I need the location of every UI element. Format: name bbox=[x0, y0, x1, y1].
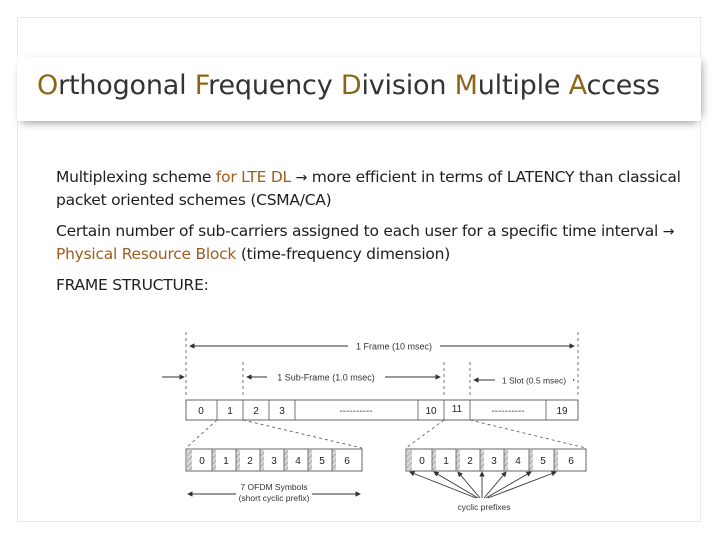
paragraph-subcarriers bbox=[56, 220, 696, 265]
frame-slot-ellipsis: ---------- bbox=[339, 406, 373, 417]
title-word-rest: rthogonal bbox=[58, 70, 195, 101]
symbol-label: 5 bbox=[540, 456, 546, 467]
symbol-label: 1 bbox=[223, 456, 229, 467]
frame-slot: 10 bbox=[425, 406, 437, 417]
frame-slot-ellipsis: ---------- bbox=[491, 406, 525, 417]
title-word-rest: ivision bbox=[361, 70, 455, 101]
frame-structure-svg bbox=[150, 328, 590, 518]
frame-structure-diagram bbox=[150, 328, 590, 518]
title-bar bbox=[17, 57, 701, 121]
ofdm-cyclic-prefix-label: (short cyclic prefix) bbox=[238, 493, 310, 503]
frame-slot: 11 bbox=[451, 404, 463, 415]
paragraph-multiplexing bbox=[56, 166, 696, 211]
paragraph-text: Certain number of sub-carriers assigned to each user for a specific time interval bbox=[56, 222, 663, 240]
slot-label: 1 Slot (0.5 msec) bbox=[501, 375, 567, 386]
paragraph-text: Multiplexing scheme bbox=[56, 168, 216, 186]
title-initial-o: O bbox=[37, 70, 59, 101]
slide-title bbox=[37, 70, 660, 101]
cyclic-prefix-arrows bbox=[410, 472, 556, 498]
title-initial-f: F bbox=[194, 70, 209, 101]
title-word-rest: ultiple bbox=[477, 70, 569, 101]
ofdm-symbols-left bbox=[186, 449, 362, 471]
paragraph-text: more efficient in terms of LATENCY than classical packet oriented schemes (CSMA/CA) bbox=[56, 168, 681, 209]
ofdm-symbols-right bbox=[406, 449, 586, 471]
symbol-label: 6 bbox=[568, 456, 574, 467]
frame-slot: 2 bbox=[253, 406, 259, 417]
title-initial-a: A bbox=[568, 70, 587, 101]
slide-body bbox=[56, 166, 696, 305]
frame-slot: 0 bbox=[198, 406, 204, 417]
arrow-right-icon: → bbox=[662, 224, 675, 240]
symbol-label: 4 bbox=[515, 456, 521, 467]
title-word-rest: ccess bbox=[586, 70, 660, 101]
frame-label: 1 Frame (10 msec) bbox=[355, 341, 433, 352]
symbol-label: 4 bbox=[295, 456, 301, 467]
frame-slot: 3 bbox=[279, 406, 285, 417]
arrow-right-icon: → bbox=[295, 170, 308, 186]
symbol-label: 2 bbox=[247, 456, 253, 467]
accent-lte-dl: for LTE DL bbox=[215, 168, 291, 186]
paragraph-frame-structure: FRAME STRUCTURE: bbox=[56, 276, 209, 294]
cyclic-prefixes-label: cyclic prefixes bbox=[457, 502, 511, 512]
frame-slot: 1 bbox=[227, 406, 233, 417]
paragraph-text: (time-frequency dimension) bbox=[236, 245, 451, 263]
ofdm-symbols-label: 7 OFDM Symbols bbox=[240, 482, 308, 492]
frame-row bbox=[186, 400, 578, 420]
frame-slot: 19 bbox=[556, 406, 568, 417]
symbol-label: 1 bbox=[443, 456, 449, 467]
symbol-label: 6 bbox=[344, 456, 350, 467]
symbol-label: 2 bbox=[467, 456, 473, 467]
title-initial-d: D bbox=[340, 70, 362, 101]
title-word-rest: requency bbox=[208, 70, 341, 101]
symbol-label: 3 bbox=[491, 456, 497, 467]
symbol-label: 3 bbox=[271, 456, 277, 467]
accent-physical-resource-block: Physical Resource Block bbox=[56, 245, 237, 263]
title-initial-m: M bbox=[454, 70, 478, 101]
subframe-label: 1 Sub-Frame (1.0 msec) bbox=[277, 372, 375, 383]
symbol-label: 0 bbox=[199, 456, 205, 467]
symbol-label: 0 bbox=[419, 456, 425, 467]
symbol-label: 5 bbox=[319, 456, 325, 467]
